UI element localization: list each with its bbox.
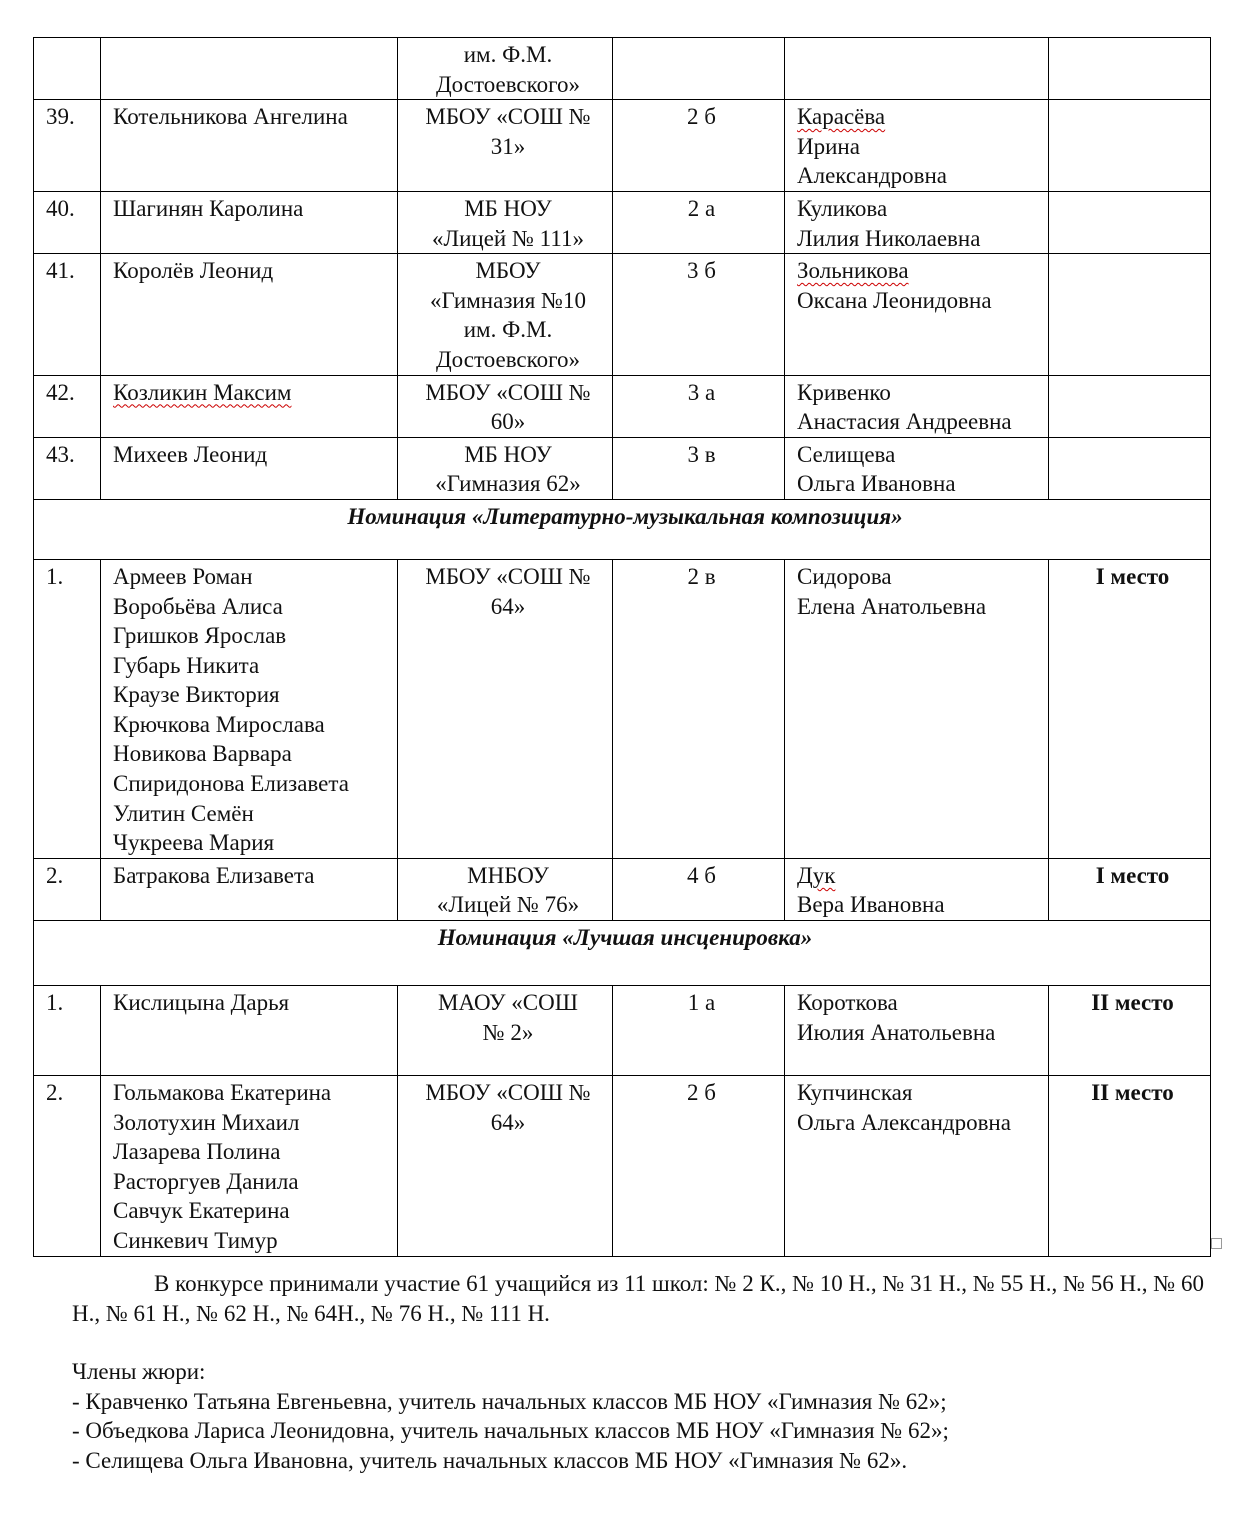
cell-place <box>1049 375 1211 437</box>
nomination-title: Номинация «Лучшая инсценировка» <box>34 921 1211 986</box>
cell-grade: 2 б <box>613 1076 785 1257</box>
nomination-row <box>34 921 1211 986</box>
participant-name: Королёв Леонид <box>113 258 274 284</box>
school-line: 64» <box>490 593 526 619</box>
teacher-line: Селищева <box>797 441 896 467</box>
cell-teacher <box>785 986 1049 1076</box>
cell-grade: 2 в <box>613 559 785 858</box>
cell-names <box>101 1076 398 1257</box>
participant-name: Котельникова Ангелина <box>113 104 348 130</box>
summary-paragraph <box>72 1269 1212 1328</box>
cell-teacher <box>785 191 1049 253</box>
participant-name: Воробьёва Алиса <box>113 593 283 619</box>
cell-grade: 3 в <box>613 437 785 499</box>
teacher-line: Июлия Анатольевна <box>797 1019 996 1045</box>
cell-names <box>101 38 398 100</box>
cell-place: II место <box>1049 986 1211 1076</box>
cell-num: 39. <box>34 100 101 192</box>
participant-name: Крючкова Мирослава <box>113 711 325 737</box>
cell-teacher <box>785 38 1049 100</box>
cell-names <box>101 375 398 437</box>
school-line: МБ НОУ <box>464 441 552 467</box>
teacher-line: Кривенко <box>797 379 891 405</box>
cell-school <box>398 191 613 253</box>
school-line: Достоевского» <box>435 71 580 97</box>
table-row <box>34 375 1211 437</box>
cell-grade: 1 а <box>613 986 785 1076</box>
cell-grade: 2 б <box>613 100 785 192</box>
cell-names <box>101 437 398 499</box>
table-row <box>34 437 1211 499</box>
teacher-line: Елена Анатольевна <box>797 593 987 619</box>
participant-name: Новикова Варвара <box>113 741 292 767</box>
table-row <box>34 858 1211 920</box>
cell-num <box>34 38 101 100</box>
school-line: МБОУ «СОШ № <box>425 1080 591 1106</box>
cell-grade: 2 а <box>613 191 785 253</box>
cell-num: 1. <box>34 559 101 858</box>
school-line: «Гимназия №10 <box>430 287 586 313</box>
cell-place <box>1049 191 1211 253</box>
teacher-line: Оксана Леонидовна <box>797 287 992 313</box>
cell-names <box>101 858 398 920</box>
cell-school <box>398 986 613 1076</box>
participant-name: Шагинян Каролина <box>113 195 304 221</box>
cell-teacher <box>785 100 1049 192</box>
cell-school <box>398 858 613 920</box>
participant-name: Губарь Никита <box>113 652 260 678</box>
nomination-row <box>34 499 1211 559</box>
teacher-line: Ирина <box>797 133 860 159</box>
participant-name: Гольмакова Екатерина <box>113 1080 332 1106</box>
school-line: им. Ф.М. <box>463 317 553 343</box>
teacher-line: Куликова <box>797 195 888 221</box>
table-row <box>34 100 1211 192</box>
cell-names <box>101 559 398 858</box>
participant-name: Козликин Максим <box>113 379 292 405</box>
jury-member: - Селищева Ольга Ивановна, учитель начальных классов МБ НОУ «Гимназия № 62». <box>72 1447 908 1473</box>
participant-name: Михеев Леонид <box>113 441 268 467</box>
school-line: «Лицей № 76» <box>436 892 580 918</box>
cell-num: 1. <box>34 986 101 1076</box>
jury-member: - Кравченко Татьяна Евгеньевна, учитель начальных классов МБ НОУ «Гимназия № 62»; <box>72 1388 947 1414</box>
participant-name: Лазарева Полина <box>113 1139 281 1165</box>
cell-teacher <box>785 858 1049 920</box>
cell-num: 2. <box>34 1076 101 1257</box>
place-label: I место <box>1095 563 1170 589</box>
cell-teacher <box>785 559 1049 858</box>
cell-teacher <box>785 437 1049 499</box>
school-line: МАОУ «СОШ <box>438 990 578 1016</box>
cell-school <box>398 100 613 192</box>
table-row <box>34 191 1211 253</box>
cell-names <box>101 986 398 1076</box>
cell-num: 40. <box>34 191 101 253</box>
cell-school <box>398 437 613 499</box>
results-table <box>33 37 1211 1257</box>
teacher-line: Короткова <box>797 990 898 1016</box>
school-line: 60» <box>490 409 526 435</box>
cell-grade: 4 б <box>613 858 785 920</box>
cell-teacher <box>785 254 1049 375</box>
teacher-line: Купчинская <box>797 1080 913 1106</box>
school-line: Достоевского» <box>435 346 580 372</box>
cell-names <box>101 191 398 253</box>
participant-name: Золотухин Михаил <box>113 1109 300 1135</box>
school-line: № 2» <box>482 1019 534 1045</box>
nomination-title: Номинация «Литературно-музыкальная композиция» <box>34 499 1211 559</box>
school-line: МБ НОУ <box>464 195 552 221</box>
school-line: 64» <box>490 1109 526 1135</box>
table-row <box>34 38 1211 100</box>
school-line: МБОУ <box>475 258 541 284</box>
cell-teacher <box>785 375 1049 437</box>
teacher-line: Лилия Николаевна <box>797 225 981 251</box>
cell-place <box>1049 100 1211 192</box>
participant-name: Синкевич Тимур <box>113 1228 278 1253</box>
cell-num: 41. <box>34 254 101 375</box>
jury-member: - Объедкова Лариса Леонидовна, учитель начальных классов МБ НОУ «Гимназия № 62»; <box>72 1418 949 1444</box>
participant-name: Батракова Елизавета <box>113 862 315 888</box>
participant-name: Улитин Семён <box>113 800 254 826</box>
participant-name: Гришков Ярослав <box>113 623 287 649</box>
school-line: МБОУ «СОШ № <box>425 104 591 130</box>
cell-teacher <box>785 1076 1049 1257</box>
cell-num: 43. <box>34 437 101 499</box>
participant-name: Расторгуев Данила <box>113 1168 299 1194</box>
cell-school <box>398 559 613 858</box>
participant-name: Краузе Виктория <box>113 682 280 708</box>
cell-school <box>398 1076 613 1257</box>
school-line: МБОУ «СОШ № <box>425 379 591 405</box>
cell-names <box>101 100 398 192</box>
table-row <box>34 1076 1211 1257</box>
teacher-line: Александровна <box>797 163 947 189</box>
school-line: «Гимназия 62» <box>435 471 581 497</box>
participant-name: Спиридонова Елизавета <box>113 771 349 797</box>
participant-name: Кислицына Дарья <box>113 990 290 1016</box>
participant-name: Савчук Екатерина <box>113 1198 290 1224</box>
summary-text: В конкурсе принимали участие 61 учащийся из 11 школ: № 2 К., № 10 Н., № 31 Н., № 55 Н., № 56 Н., № 60 Н., № 61 Н., № 62 Н., № 64Н., № 76 Н., № 111 Н. <box>72 1271 1204 1326</box>
cell-place <box>1049 858 1211 920</box>
teacher-line: Вера Ивановна <box>797 892 945 918</box>
cell-names <box>101 254 398 375</box>
participant-name: Армеев Роман <box>113 563 253 589</box>
jury-title: Члены жюри: <box>72 1359 206 1384</box>
school-line: им. Ф.М. <box>463 42 553 67</box>
cell-grade: 3 б <box>613 254 785 375</box>
teacher-line: Зольникова <box>797 258 909 284</box>
cell-grade: 3 а <box>613 375 785 437</box>
teacher-line: Ольга Ивановна <box>797 471 956 497</box>
teacher-line: Ольга Александровна <box>797 1109 1011 1135</box>
cell-place <box>1049 254 1211 375</box>
cell-num: 2. <box>34 858 101 920</box>
jury-section <box>72 1357 1212 1475</box>
teacher-line: Дук <box>797 862 836 888</box>
table-resize-handle[interactable] <box>1211 1238 1222 1249</box>
teacher-line: Анастасия Андреевна <box>797 409 1012 435</box>
cell-grade <box>613 38 785 100</box>
table-row <box>34 986 1211 1076</box>
school-line: МНБОУ <box>467 862 549 888</box>
school-line: «Лицей № 111» <box>432 225 584 251</box>
cell-school <box>398 254 613 375</box>
cell-school <box>398 38 613 100</box>
school-line: 31» <box>490 133 526 159</box>
cell-school <box>398 375 613 437</box>
table-row <box>34 559 1211 858</box>
school-line: МБОУ «СОШ № <box>425 563 591 589</box>
participant-name: Чукреева Мария <box>113 830 275 856</box>
cell-place <box>1049 559 1211 858</box>
cell-place: II место <box>1049 1076 1211 1257</box>
cell-num: 42. <box>34 375 101 437</box>
teacher-line: Карасёва <box>797 104 886 130</box>
cell-place <box>1049 437 1211 499</box>
cell-place <box>1049 38 1211 100</box>
teacher-line: Сидорова <box>797 563 892 589</box>
place-label: I место <box>1095 862 1170 888</box>
table-row <box>34 254 1211 375</box>
